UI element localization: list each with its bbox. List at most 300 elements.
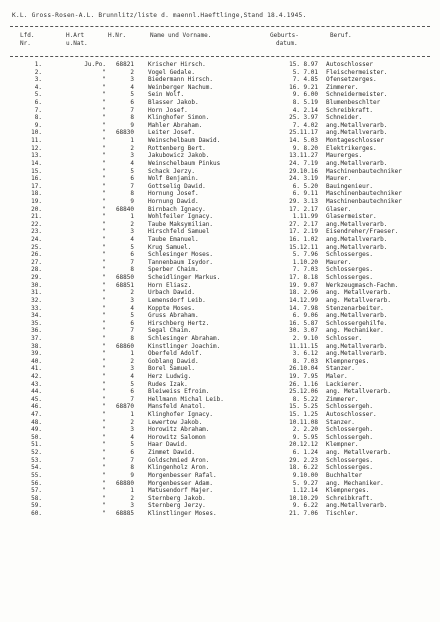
- table-row: [0, 183, 440, 191]
- cell-h-nr: 7: [130, 106, 134, 114]
- cell-lfd: 39.: [31, 350, 42, 358]
- cell-name: Oberfeld Adolf.: [148, 350, 203, 358]
- cell-lfd: 26.: [31, 251, 42, 259]
- cell-birthdate: 2. 9.10: [292, 334, 318, 342]
- cell-name: Birnbach Ignacy.: [148, 205, 206, 213]
- table-row: [0, 152, 440, 160]
- cell-birthdate: 2. 2.20: [292, 426, 318, 434]
- cell-h-nr: 68860: [115, 342, 134, 350]
- cell-h-nr: 2: [130, 494, 134, 502]
- table-row: [0, 381, 440, 389]
- cell-beruf: Zimmerer.: [326, 83, 359, 91]
- cell-h-art: ": [102, 334, 106, 342]
- cell-birthdate: 25. 3.97: [289, 114, 318, 122]
- cell-h-art: ": [102, 159, 106, 167]
- cell-h-art: ": [102, 494, 106, 502]
- cell-h-art: ": [102, 319, 106, 327]
- cell-name: Horn Josef.: [148, 106, 188, 114]
- cell-birthdate: 27. 2.17: [289, 220, 318, 228]
- cell-birthdate: 17. 8.18: [289, 274, 318, 282]
- cell-lfd: 56.: [31, 479, 42, 487]
- cell-h-nr: 6: [130, 251, 134, 259]
- cell-lfd: 22.: [31, 220, 42, 228]
- cell-h-nr: 1: [130, 137, 134, 145]
- cell-h-art: ": [102, 487, 106, 495]
- cell-birthdate: 24. 7.19: [289, 159, 318, 167]
- table-row: [0, 358, 440, 366]
- col-h-nr: H.Nr.: [108, 32, 127, 39]
- cell-birthdate: 16. 9.21: [289, 83, 318, 91]
- cell-birthdate: 15. 1.25: [289, 411, 318, 419]
- cell-h-nr: 68830: [115, 129, 134, 137]
- cell-name: Biedermann Hirsch.: [148, 76, 214, 84]
- cell-h-art: ": [102, 213, 106, 221]
- cell-h-nr: 68840: [115, 205, 134, 213]
- cell-lfd: 43.: [31, 380, 42, 388]
- cell-beruf: Glasermeister.: [326, 213, 377, 221]
- cell-name: Matusendorf Majer.: [148, 487, 214, 495]
- cell-h-art: ": [102, 456, 106, 464]
- col-geburts: Geburts-: [270, 32, 299, 39]
- cell-lfd: 52.: [31, 449, 42, 457]
- cell-h-art: ": [102, 312, 106, 320]
- cell-birthdate: 6. 1.24: [292, 449, 318, 457]
- cell-birthdate: 14.12.99: [289, 296, 318, 304]
- table-row: [0, 145, 440, 153]
- table-row: [0, 251, 440, 259]
- table-row: [0, 114, 440, 122]
- cell-h-nr: 2: [130, 289, 134, 297]
- cell-h-art: ": [102, 395, 106, 403]
- cell-lfd: 38.: [31, 342, 42, 350]
- cell-name: Klinghofer Simon.: [148, 114, 210, 122]
- cell-name: Lewertow Jakob.: [148, 418, 203, 426]
- cell-h-art: Ju.Po.: [84, 61, 106, 68]
- cell-h-art: ": [102, 433, 106, 441]
- table-row: [0, 502, 440, 510]
- cell-h-art: ": [102, 114, 106, 122]
- cell-name: Goldschmied Aron.: [148, 456, 210, 464]
- cell-birthdate: 29.10.16: [289, 167, 318, 175]
- cell-name: Sternberg Jakob.: [148, 494, 206, 502]
- cell-beruf: Buchhalter: [326, 471, 363, 479]
- cell-name: Sein Wolf.: [148, 91, 185, 99]
- cell-birthdate: 8. 5.19: [292, 99, 318, 107]
- cell-lfd: 9.: [34, 121, 42, 129]
- cell-lfd: 47.: [31, 411, 42, 419]
- cell-birthdate: 9. 5.95: [292, 433, 318, 441]
- table-row: [0, 373, 440, 381]
- cell-birthdate: 26.10.04: [289, 365, 318, 373]
- cell-beruf: ang.Metallverarb.: [326, 312, 388, 320]
- cell-beruf: Montageschlosser: [326, 137, 384, 145]
- table-row: [0, 160, 440, 168]
- cell-beruf: Zimmerer.: [326, 395, 359, 403]
- cell-beruf: Schlosser.: [326, 334, 363, 342]
- cell-lfd: 32.: [31, 296, 42, 304]
- cell-h-art: ": [102, 243, 106, 251]
- cell-h-nr: 3: [130, 426, 134, 434]
- table-row: [0, 403, 440, 411]
- cell-beruf: Fleischermeister.: [326, 68, 388, 76]
- cell-name: Weinschelbaum Pinkus: [148, 159, 221, 167]
- cell-name: Herz Ludwig.: [148, 372, 192, 380]
- cell-lfd: 50.: [31, 433, 42, 441]
- cell-h-nr: 6: [130, 319, 134, 327]
- cell-h-nr: 9: [130, 471, 134, 479]
- cell-h-art: ": [102, 190, 106, 198]
- cell-lfd: 40.: [31, 357, 42, 365]
- header-rule-bottom: [10, 56, 430, 57]
- cell-birthdate: 17. 2.17: [289, 205, 318, 213]
- cell-h-nr: 4: [130, 433, 134, 441]
- cell-h-art: ": [102, 137, 106, 145]
- cell-lfd: 14.: [31, 159, 42, 167]
- cell-h-art: ": [102, 83, 106, 91]
- cell-name: Koppte Moses.: [148, 304, 195, 312]
- table-row: [0, 472, 440, 480]
- cell-name: Horowitz Abraham.: [148, 426, 210, 434]
- cell-beruf: Schneider.: [326, 114, 363, 122]
- cell-h-nr: 2: [130, 220, 134, 228]
- cell-name: Segal Chaim.: [148, 327, 192, 335]
- cell-lfd: 20.: [31, 205, 42, 213]
- table-row: [0, 289, 440, 297]
- cell-beruf: ang.Metallverarb.: [326, 129, 388, 137]
- col-datum: datum.: [276, 40, 298, 47]
- cell-lfd: 51.: [31, 441, 42, 449]
- cell-h-nr: 7: [130, 456, 134, 464]
- table-row: [0, 244, 440, 252]
- cell-h-nr: 1: [130, 350, 134, 358]
- cell-name: Schlesinger Moses.: [148, 251, 214, 259]
- cell-h-nr: 68880: [115, 479, 134, 487]
- cell-h-nr: 1: [130, 213, 134, 221]
- cell-birthdate: 7. 4.85: [292, 76, 318, 84]
- cell-h-art: ": [102, 197, 106, 205]
- cell-h-art: ": [102, 350, 106, 358]
- cell-h-art: ": [102, 411, 106, 419]
- cell-birthdate: 11.11.15: [289, 342, 318, 350]
- cell-birthdate: 9. 6.00: [292, 91, 318, 99]
- cell-name: Schack Jerzy.: [148, 167, 195, 175]
- cell-name: Blasser Jakob.: [148, 99, 199, 107]
- cell-birthdate: 26. 1.16: [289, 380, 318, 388]
- cell-h-art: ": [102, 129, 106, 137]
- cell-birthdate: 7. 4.02: [292, 121, 318, 129]
- cell-lfd: 3.: [34, 76, 42, 84]
- cell-h-art: ": [102, 372, 106, 380]
- cell-birthdate: 14. 7.98: [289, 304, 318, 312]
- cell-h-art: ": [102, 251, 106, 259]
- cell-birthdate: 14. 5.03: [289, 137, 318, 145]
- cell-birthdate: 30. 3.07: [289, 327, 318, 335]
- cell-h-art: ": [102, 266, 106, 274]
- cell-name: Scheidlinger Markus.: [148, 274, 221, 282]
- cell-h-art: ": [102, 357, 106, 365]
- table-row: [0, 327, 440, 335]
- cell-h-nr: 8: [130, 334, 134, 342]
- cell-lfd: 48.: [31, 418, 42, 426]
- table-row: [0, 365, 440, 373]
- cell-beruf: ang. Mechaniker.: [326, 327, 384, 335]
- col-lfd: Lfd.: [20, 32, 35, 39]
- cell-h-art: ": [102, 274, 106, 282]
- cell-name: Krischer Hirsch.: [148, 61, 206, 68]
- cell-h-art: ": [102, 175, 106, 183]
- cell-lfd: 53.: [31, 456, 42, 464]
- cell-lfd: 42.: [31, 372, 42, 380]
- cell-beruf: Maurerges.: [326, 152, 363, 160]
- table-row: [0, 312, 440, 320]
- cell-h-art: ": [102, 502, 106, 510]
- cell-beruf: ang. Metallverarb.: [326, 296, 392, 304]
- cell-birthdate: 21. 7.06: [289, 509, 318, 517]
- cell-name: Hornung Dawid.: [148, 197, 199, 205]
- cell-h-art: ": [102, 182, 106, 190]
- cell-birthdate: 8. 7.03: [292, 357, 318, 365]
- cell-beruf: Ofensetzerges.: [326, 76, 377, 84]
- cell-lfd: 10.: [31, 129, 42, 137]
- cell-name: Hirschfeld Samuel: [148, 228, 210, 236]
- cell-h-nr: 5: [130, 91, 134, 99]
- cell-lfd: 60.: [31, 509, 42, 517]
- cell-lfd: 33.: [31, 304, 42, 312]
- cell-h-nr: 6: [130, 99, 134, 107]
- cell-h-art: ": [102, 296, 106, 304]
- cell-h-nr: 68885: [115, 509, 134, 517]
- cell-beruf: Schlossergehilfe.: [326, 319, 388, 327]
- cell-name: Bleiweiss Efroim.: [148, 388, 210, 396]
- cell-lfd: 59.: [31, 502, 42, 510]
- cell-beruf: Maschinenbautechniker: [326, 167, 402, 175]
- cell-lfd: 17.: [31, 182, 42, 190]
- cell-h-nr: 3: [130, 365, 134, 373]
- cell-beruf: Bauingenieur.: [326, 182, 373, 190]
- cell-beruf: Elektrikerges.: [326, 144, 377, 152]
- cell-name: Mansfeld Anatol.: [148, 403, 206, 411]
- cell-beruf: Maschinenbautechniker: [326, 190, 402, 198]
- cell-beruf: Schlossergeh.: [326, 426, 373, 434]
- cell-h-art: ": [102, 304, 106, 312]
- cell-name: Tannenbaum Isydor.: [148, 258, 214, 266]
- cell-beruf: Stenzenarbeiter.: [326, 304, 384, 312]
- cell-beruf: ang.Metallverarb.: [326, 350, 388, 358]
- cell-h-nr: 2: [130, 144, 134, 152]
- cell-beruf: Stanzer.: [326, 365, 355, 373]
- table-row: [0, 426, 440, 434]
- cell-h-nr: 8: [130, 464, 134, 472]
- table-row: [0, 495, 440, 503]
- cell-lfd: 37.: [31, 334, 42, 342]
- cell-h-art: ": [102, 403, 106, 411]
- cell-name: Taube Emanuel.: [148, 236, 199, 244]
- cell-h-art: ": [102, 380, 106, 388]
- cell-beruf: Schlosserges.: [326, 456, 373, 464]
- cell-beruf: Klempner.: [326, 441, 359, 449]
- table-row: [0, 266, 440, 274]
- cell-beruf: Werkzeugmasch-Fachm.: [326, 281, 399, 289]
- cell-h-nr: 2: [130, 357, 134, 365]
- cell-birthdate: 29. 2.23: [289, 456, 318, 464]
- cell-birthdate: 18. 6.22: [289, 464, 318, 472]
- cell-birthdate: 17. 2.19: [289, 228, 318, 236]
- cell-birthdate: 20.12.12: [289, 441, 318, 449]
- table-row: [0, 175, 440, 183]
- cell-h-art: ": [102, 365, 106, 373]
- cell-h-nr: 8: [130, 266, 134, 274]
- cell-h-art: ": [102, 228, 106, 236]
- cell-beruf: Glaser.: [326, 205, 352, 213]
- cell-name: Mahler Abraham.: [148, 121, 203, 129]
- table-row: [0, 441, 440, 449]
- table-row: [0, 228, 440, 236]
- table-row: [0, 213, 440, 221]
- cell-name: Sternberg Jerzy.: [148, 502, 206, 510]
- cell-birthdate: 4. 2.14: [292, 106, 318, 114]
- cell-name: Weinschelbaum Dawid.: [148, 137, 221, 145]
- cell-lfd: 49.: [31, 426, 42, 434]
- cell-h-nr: 8: [130, 114, 134, 122]
- cell-birthdate: 15.12.11: [289, 243, 318, 251]
- cell-beruf: Maurer.: [326, 258, 352, 266]
- cell-beruf: Blumenbeschlter: [326, 99, 381, 107]
- table-row: [0, 396, 440, 404]
- cell-name: Lemensdorf Leib.: [148, 296, 206, 304]
- cell-beruf: Schlosserges.: [326, 464, 373, 472]
- column-headers: [8, 32, 432, 52]
- table-row: [0, 168, 440, 176]
- table-row: [0, 206, 440, 214]
- table-row: [0, 464, 440, 472]
- cell-h-art: ": [102, 327, 106, 335]
- table-row: [0, 335, 440, 343]
- cell-h-art: ": [102, 236, 106, 244]
- cell-h-nr: 6: [130, 388, 134, 396]
- cell-lfd: 30.: [31, 281, 42, 289]
- cell-h-nr: 5: [130, 243, 134, 251]
- cell-name: Horowitz Salomon: [148, 433, 206, 441]
- table-row: [0, 388, 440, 396]
- cell-birthdate: 5. 9.27: [292, 479, 318, 487]
- cell-birthdate: 9. 6.22: [292, 502, 318, 510]
- table-row: [0, 221, 440, 229]
- cell-birthdate: 16. 5.87: [289, 319, 318, 327]
- table-row: [0, 480, 440, 488]
- cell-h-nr: 3: [130, 228, 134, 236]
- cell-h-art: ": [102, 471, 106, 479]
- cell-lfd: 5.: [34, 91, 42, 99]
- cell-birthdate: 15. 5.25: [289, 403, 318, 411]
- table-row: [0, 434, 440, 442]
- cell-name: Klingenholz Aron.: [148, 464, 210, 472]
- cell-birthdate: 13.11.27: [289, 152, 318, 160]
- cell-beruf: Maler.: [326, 372, 348, 380]
- cell-beruf: ang. Mechaniker.: [326, 479, 384, 487]
- cell-h-nr: 7: [130, 395, 134, 403]
- cell-beruf: Schreibkraft.: [326, 494, 373, 502]
- cell-lfd: 55.: [31, 471, 42, 479]
- cell-beruf: ang.Metallverarb.: [326, 220, 388, 228]
- cell-beruf: Eisendreher/Fraeser.: [326, 228, 399, 236]
- cell-h-nr: 5: [130, 167, 134, 175]
- cell-lfd: 18.: [31, 190, 42, 198]
- table-row: [0, 320, 440, 328]
- cell-h-art: ": [102, 388, 106, 396]
- cell-name: Wohlfeiler Ignacy.: [148, 213, 214, 221]
- cell-h-nr: 4: [130, 83, 134, 91]
- cell-h-nr: 9: [130, 121, 134, 129]
- cell-h-nr: 9: [130, 197, 134, 205]
- cell-lfd: 21.: [31, 213, 42, 221]
- cell-birthdate: 29. 3.13: [289, 197, 318, 205]
- cell-h-art: ": [102, 76, 106, 84]
- cell-birthdate: 19. 9.07: [289, 281, 318, 289]
- cell-h-art: ": [102, 152, 106, 160]
- cell-h-nr: 68851: [115, 281, 134, 289]
- cell-h-art: ": [102, 205, 106, 213]
- cell-name: Morgenbesser Rafal.: [148, 471, 217, 479]
- cell-h-art: ": [102, 479, 106, 487]
- table-row: [0, 350, 440, 358]
- cell-beruf: ang.Metallverarb.: [326, 236, 388, 244]
- cell-beruf: Schlosserges.: [326, 266, 373, 274]
- cell-beruf: Schlossergeh.: [326, 433, 373, 441]
- cell-name: Zimmet Dawid.: [148, 449, 195, 457]
- cell-h-art: ": [102, 342, 106, 350]
- cell-h-art: ": [102, 106, 106, 114]
- cell-lfd: 6.: [34, 99, 42, 107]
- cell-name: Jakubowicz Jakob.: [148, 152, 210, 160]
- cell-birthdate: 9.10.00: [292, 471, 318, 479]
- cell-lfd: 31.: [31, 289, 42, 297]
- cell-beruf: Tischler.: [326, 509, 359, 517]
- cell-birthdate: 15. 8.97: [289, 61, 318, 68]
- cell-name: Klinghofer Ignacy.: [148, 411, 214, 419]
- cell-h-nr: 3: [130, 152, 134, 160]
- cell-h-art: ": [102, 418, 106, 426]
- cell-h-nr: 3: [130, 76, 134, 84]
- cell-h-nr: 6: [130, 449, 134, 457]
- cell-beruf: Maschinenbautechniker: [326, 197, 402, 205]
- cell-lfd: 12.: [31, 144, 42, 152]
- cell-lfd: 2.: [34, 68, 42, 76]
- cell-name: Leiter Josef.: [148, 129, 195, 137]
- col-lfd-nr: Nr.: [20, 40, 31, 47]
- cell-birthdate: 5. 7.96: [292, 251, 318, 259]
- table-row: [0, 91, 440, 99]
- cell-birthdate: 7. 7.03: [292, 266, 318, 274]
- cell-name: Hirschberg Hertz.: [148, 319, 210, 327]
- cell-h-nr: 4: [130, 304, 134, 312]
- table-row: [0, 457, 440, 465]
- cell-lfd: 58.: [31, 494, 42, 502]
- cell-h-art: ": [102, 91, 106, 99]
- cell-name: Wolf Benjamin.: [148, 175, 199, 183]
- cell-birthdate: 6. 9.06: [292, 312, 318, 320]
- table-row: [0, 198, 440, 206]
- table-row: [0, 487, 440, 495]
- cell-lfd: 45.: [31, 395, 42, 403]
- cell-birthdate: 3. 6.12: [292, 350, 318, 358]
- cell-name: Hornung Josef.: [148, 190, 199, 198]
- cell-lfd: 29.: [31, 274, 42, 282]
- cell-birthdate: 8. 5.22: [292, 395, 318, 403]
- cell-lfd: 41.: [31, 365, 42, 373]
- cell-h-nr: 1: [130, 487, 134, 495]
- cell-birthdate: 6. 9.11: [292, 190, 318, 198]
- col-name: Name und Vorname.: [150, 32, 212, 39]
